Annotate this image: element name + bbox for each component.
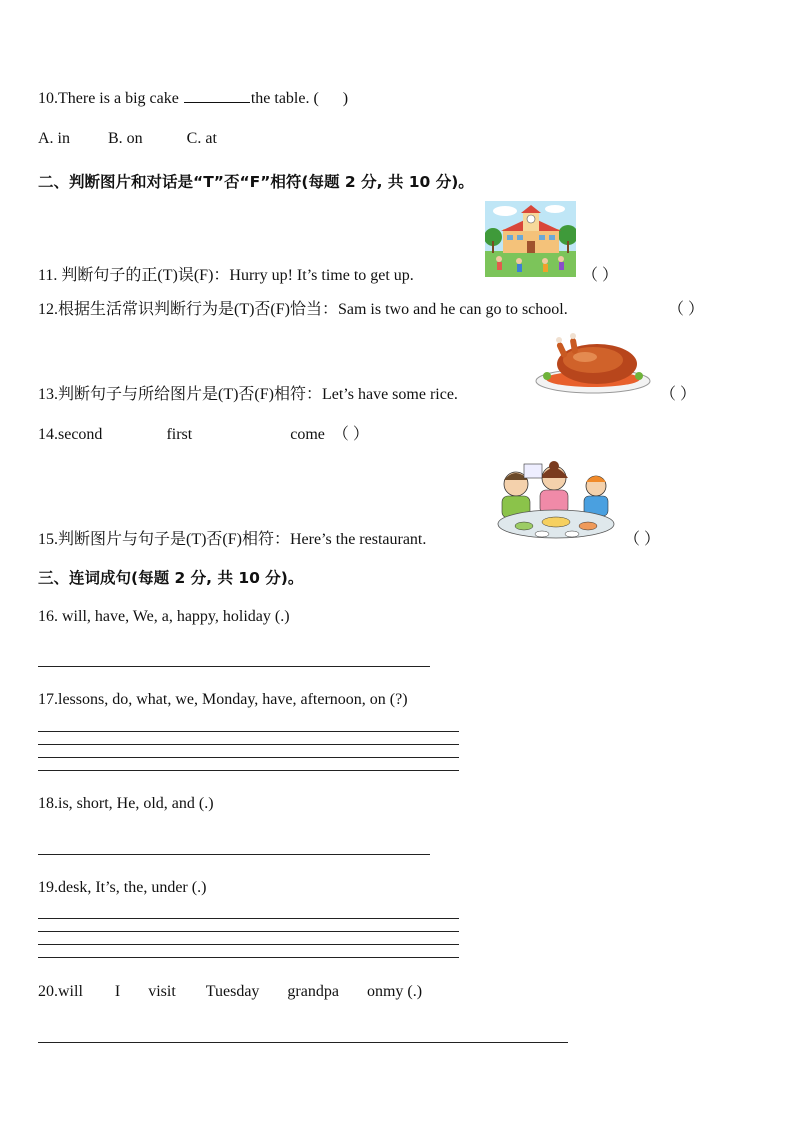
- q20-word-6: onmy (.): [366, 983, 423, 1000]
- answer-line[interactable]: [38, 731, 459, 732]
- question-18: 18.is, short, He, old, and (.): [38, 795, 214, 812]
- q12-text: 12.根据生活常识判断行为是(T)否(F)恰当：Sam is two and he can go to school.: [38, 301, 568, 318]
- question-10: [38, 88, 348, 108]
- q11-answer-paren[interactable]: （ ）: [582, 267, 619, 284]
- question-16: 16. will, have, We, a, happy, holiday (.): [38, 608, 290, 625]
- q12-answer-paren[interactable]: （ ）: [668, 301, 705, 318]
- answer-line[interactable]: [38, 744, 459, 745]
- q10-stem: There is a big cake: [58, 90, 183, 107]
- q14-word-2: first: [166, 426, 193, 443]
- q10-close-paren: ): [342, 90, 349, 107]
- question-13: [38, 381, 458, 404]
- q20-word-5: grandpa: [287, 983, 339, 1000]
- roast-turkey-image: [535, 330, 652, 396]
- q20-word-4: Tuesday: [205, 983, 260, 1000]
- answer-line[interactable]: [38, 931, 459, 932]
- q10-stem-end: the table. (: [250, 90, 319, 107]
- q15-text: 15.判断图片与句子是(T)否(F)相符：Here’s the restaurant.: [38, 531, 427, 548]
- q20-word-3: visit: [148, 983, 176, 1000]
- answer-line[interactable]: [38, 944, 459, 945]
- answer-line[interactable]: [38, 1042, 568, 1043]
- option-a: A. in: [38, 130, 70, 147]
- question-11: [38, 262, 414, 285]
- family-dinner-image: [496, 458, 618, 542]
- answer-line[interactable]: [38, 957, 459, 958]
- q14-word-1: second: [58, 426, 103, 443]
- section-2-title: 二、判断图片和对话是“T”否“F”相符(每题 2 分, 共 10 分)。: [38, 173, 474, 191]
- q20-word-2: I: [114, 983, 121, 1000]
- option-c: C. at: [186, 130, 217, 147]
- answer-line[interactable]: [38, 757, 459, 758]
- answer-line[interactable]: [38, 666, 430, 667]
- question-20: [38, 983, 422, 1001]
- q13-text: 13.判断句子与所给图片是(T)否(F)相符：Let’s have some rice.: [38, 386, 458, 403]
- q20-word-1: will: [58, 983, 83, 1000]
- q15-answer-paren[interactable]: （ ）: [624, 531, 661, 548]
- option-b: B. on: [108, 130, 143, 147]
- q10-options: [38, 130, 255, 148]
- answer-line[interactable]: [38, 770, 459, 771]
- answer-line[interactable]: [38, 918, 459, 919]
- section-3-title: 三、连词成句(每题 2 分, 共 10 分)。: [38, 569, 304, 587]
- q20-number: 20.: [38, 983, 58, 1000]
- q14-number: 14.: [38, 426, 58, 443]
- q14-word-3: come: [290, 426, 325, 443]
- question-12: [38, 296, 568, 319]
- q13-answer-paren[interactable]: （ ）: [660, 386, 697, 403]
- q11-text: 11. 判断句子的正(T)误(F)：Hurry up! It’s time to get up.: [38, 267, 414, 284]
- q14-answer-paren[interactable]: （ ）: [332, 426, 369, 443]
- school-image: [485, 201, 576, 277]
- q10-blank[interactable]: [184, 88, 250, 103]
- q10-number: 10.: [38, 90, 58, 107]
- question-19: 19.desk, It’s, the, under (.): [38, 879, 207, 896]
- question-14: [38, 421, 369, 444]
- question-15: [38, 526, 426, 549]
- answer-line[interactable]: [38, 854, 430, 855]
- question-17: 17.lessons, do, what, we, Monday, have, afternoon, on (?): [38, 691, 408, 708]
